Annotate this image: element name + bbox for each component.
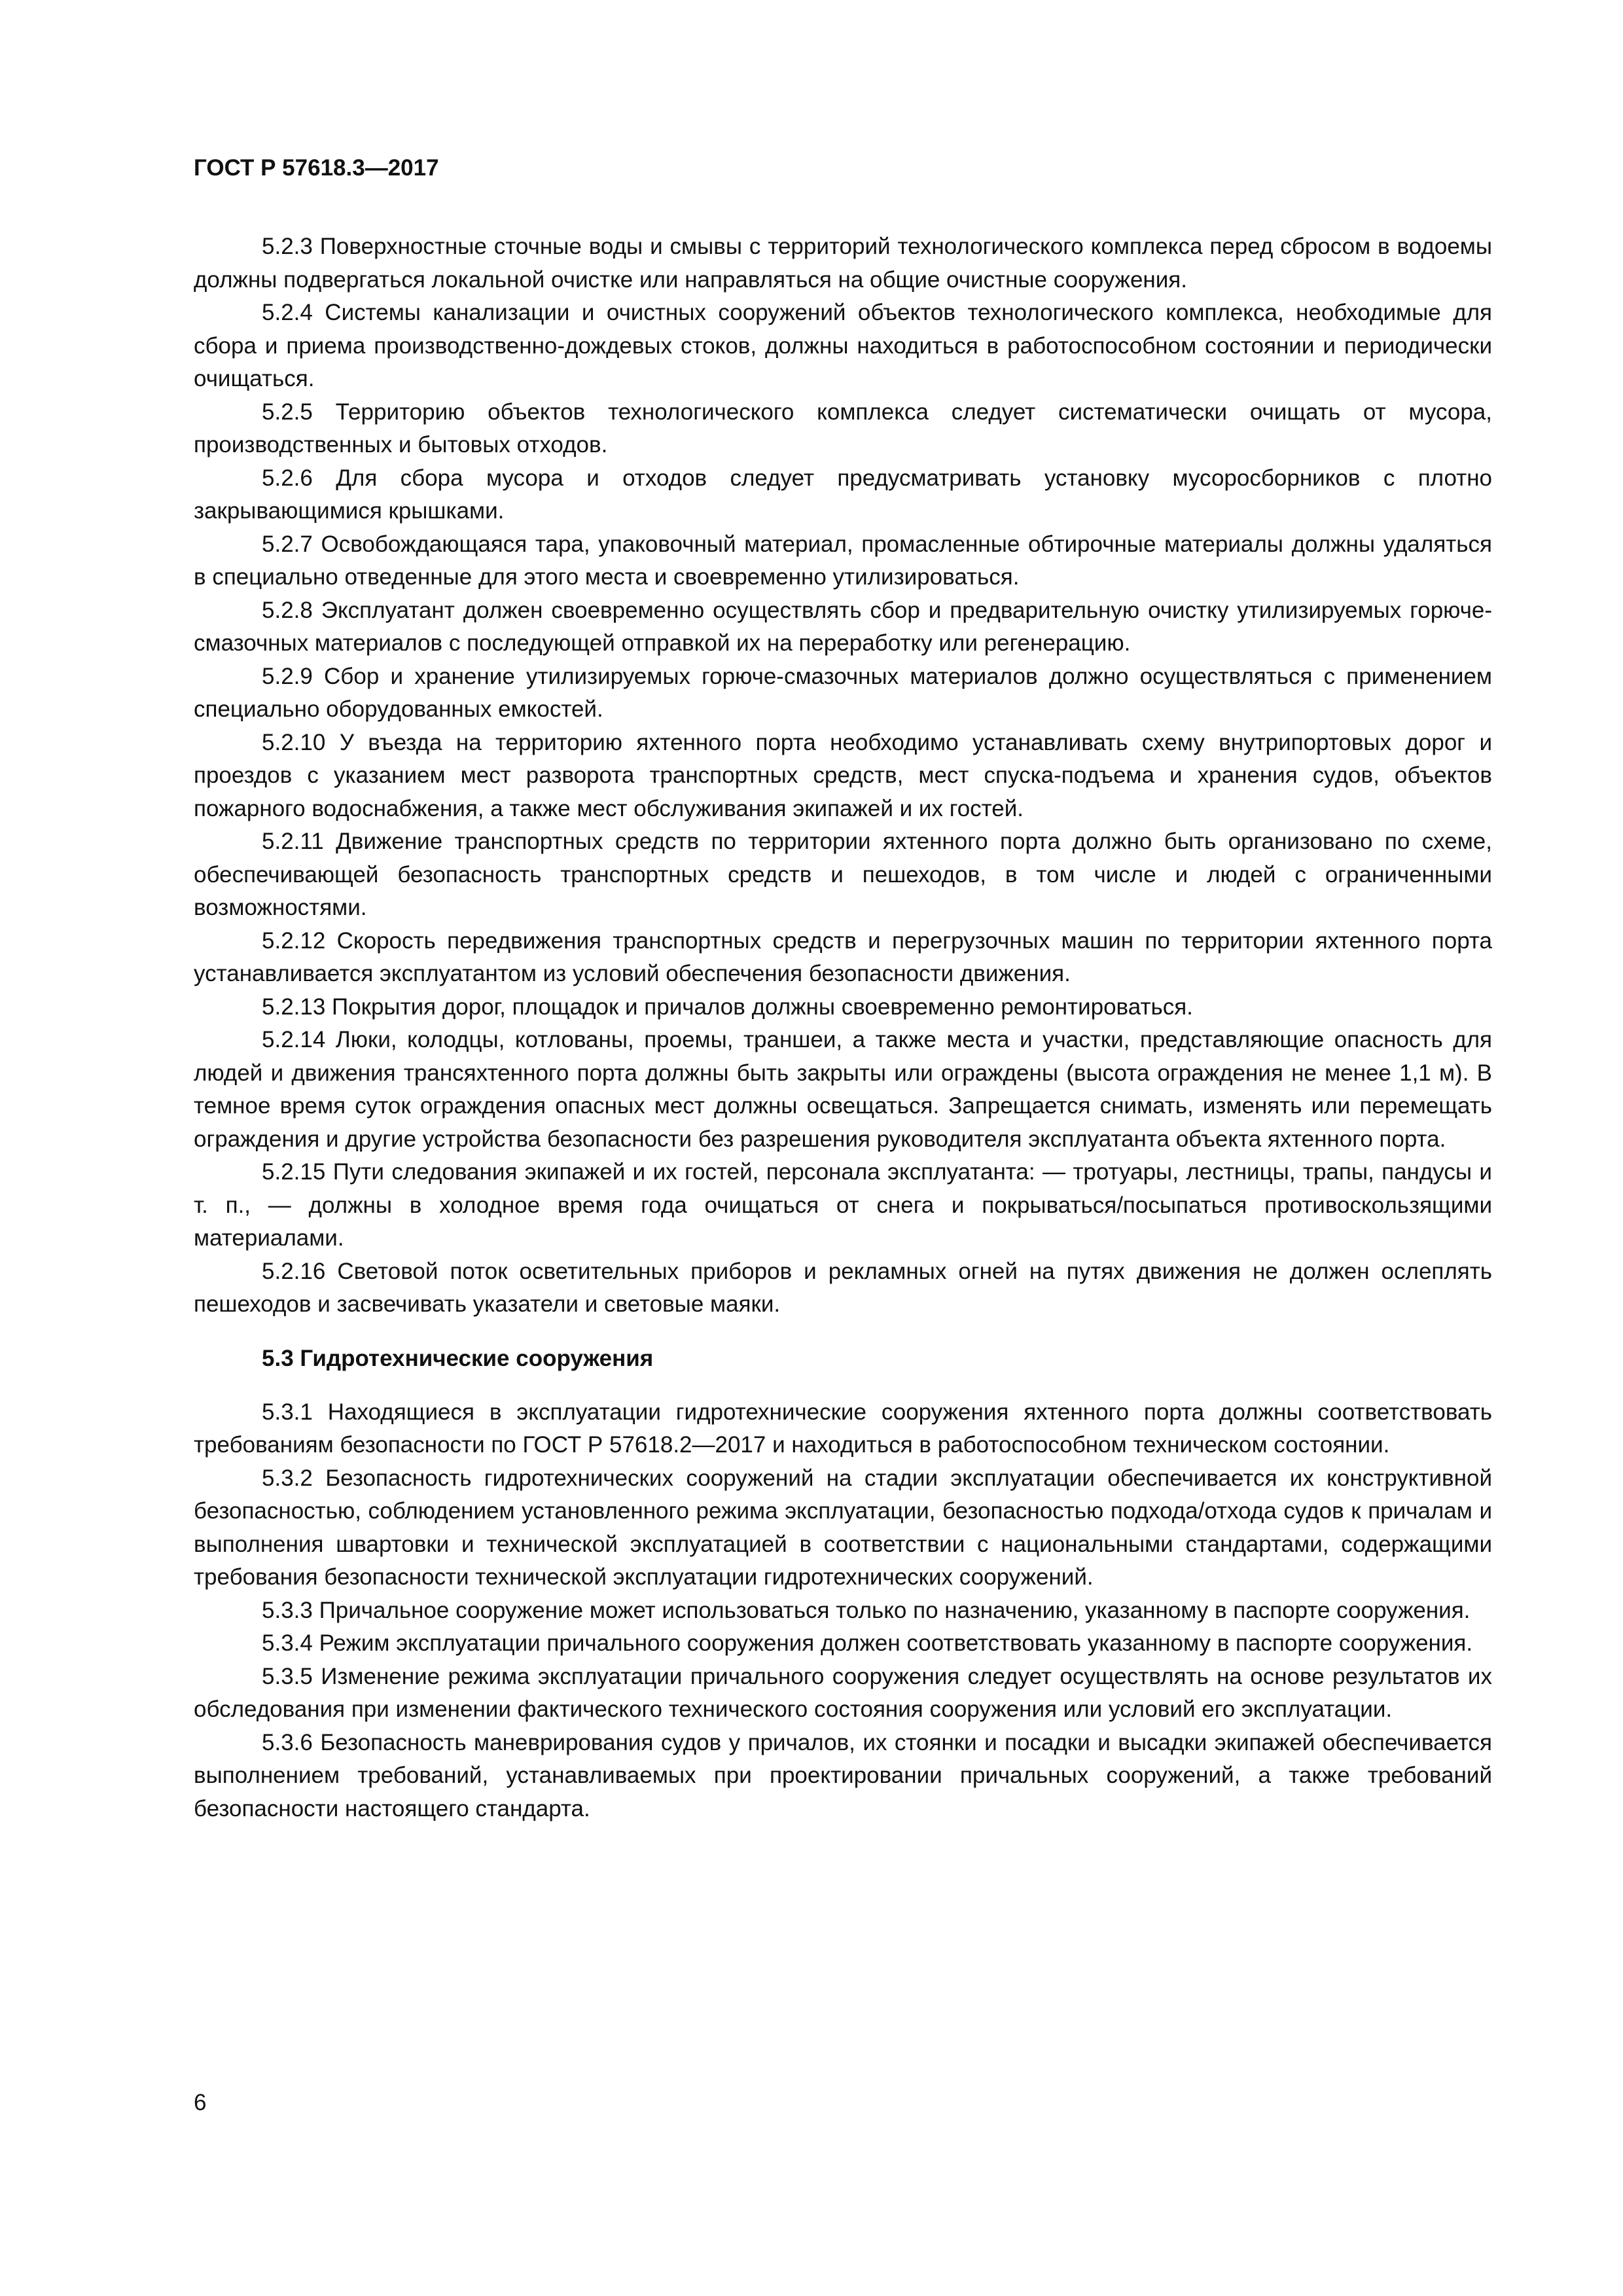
section-5-3-heading: 5.3 Гидротехнические сооружения	[262, 1345, 654, 1371]
paragraph-5-2-14: 5.2.14 Люки, колодцы, котлованы, проемы, траншеи, а также места и участки, представляющие опасность для людей и движения трансяхтенного порта должны быть закрыты или ограждены (высота ограждения не менее 1,1 м). В темное время суток ограждения опасных мест должны освещаться. Запрещается снимать, изменять или перемещать ограждения и другие устройства безопасности без разрешения руководителя эксплуатанта объекта яхтенного порта.	[194, 1027, 1492, 1152]
paragraph-5-2-3: 5.2.3 Поверхностные сточные воды и смывы с территорий технологического комплекса перед сбросом в водоемы должны подвергаться локальной очистке или направляться на общие очистные сооружения.	[194, 234, 1492, 293]
paragraph-5-2-4: 5.2.4 Системы канализации и очистных сооружений объектов технологического комплекса, необходимые для сбора и приема производственно-дождевых стоков, должны находиться в работоспособном состоянии и периодически очищаться.	[194, 300, 1492, 391]
paragraph-5-2-9: 5.2.9 Сбор и хранение утилизируемых горюче-смазочных материалов должно осуществляться с применением специально оборудованных емкостей.	[194, 663, 1492, 722]
paragraph-5-3-3: 5.3.3 Причальное сооружение может использоваться только по назначению, указанному в паспорте сооружения.	[262, 1597, 1471, 1623]
paragraph-5-2-16: 5.2.16 Световой поток осветительных приборов и рекламных огней на путях движения не должен ослеплять пешеходов и засвечивать указатели и световые маяки.	[194, 1258, 1492, 1317]
paragraph-5-2-12: 5.2.12 Скорость передвижения транспортных средств и перегрузочных машин по территории яхтенного порта устанавливается эксплуатантом из условий обеспечения безопасности движения.	[194, 927, 1492, 986]
paragraph-5-3-5: 5.3.5 Изменение режима эксплуатации причального сооружения следует осуществлять на основе результатов их обследования при изменении фактического технического состояния сооружения или условий его эксплуатации.	[194, 1663, 1492, 1722]
paragraph-5-2-10: 5.2.10 У въезда на территорию яхтенного порта необходимо устанавливать схему внутрипортовых дорог и проездов с указанием мест разворота транспортных средств, мест спуска-подъема и хранения судов, объектов пожарного водоснабжения, а также мест обслуживания экипажей и их гостей.	[194, 729, 1492, 821]
paragraph-5-2-7: 5.2.7 Освобождающаяся тара, упаковочный материал, промасленные обтирочные материалы должны удаляться в специально отведенные для этого места и своевременно утилизироваться.	[194, 531, 1492, 590]
page-number: 6	[194, 2090, 207, 2115]
paragraph-5-3-4: 5.3.4 Режим эксплуатации причального сооружения должен соответствовать указанному в паспорте сооружения.	[262, 1630, 1473, 1656]
paragraph-5-2-13: 5.2.13 Покрытия дорог, площадок и причалов должны своевременно ремонтироваться.	[262, 994, 1193, 1020]
paragraph-5-2-6: 5.2.6 Для сбора мусора и отходов следует предусматривать установку мусоросборников с плотно закрывающимися крышками.	[194, 465, 1492, 524]
paragraph-5-3-6: 5.3.6 Безопасность маневрирования судов у причалов, их стоянки и посадки и высадки экипажей обеспечивается выполнением требований, устанавливаемых при проектировании причальных сооружений, а также требований безопасности настоящего стандарта.	[194, 1729, 1492, 1821]
paragraph-5-3-2: 5.3.2 Безопасность гидротехнических сооружений на стадии эксплуатации обеспечивается их конструктивной безопасностью, соблюдением установленного режима эксплуатации, безопасностью подхода/отхода судов к причалам и выполнения швартовки и технической эксплуатацией в соответствии с национальными стандартами, содержащими требования безопасности технической эксплуатации гидротехнических сооружений.	[194, 1465, 1492, 1590]
document-header-title: ГОСТ Р 57618.3—2017	[194, 155, 439, 181]
section-5-2-paragraphs	[194, 230, 1492, 1321]
paragraph-5-2-11: 5.2.11 Движение транспортных средств по территории яхтенного порта должно быть организовано по схеме, обеспечивающей безопасность транспортных средств и пешеходов, в том числе и людей с ограниченными возможностями.	[194, 829, 1492, 920]
document-page	[194, 131, 1492, 1825]
section-5-3-paragraphs	[194, 1396, 1492, 1826]
paragraph-5-3-1: 5.3.1 Находящиеся в эксплуатации гидротехнические сооружения яхтенного порта должны соответствовать требованиям безопасности по ГОСТ Р 57618.2—2017 и находиться в работоспособном техническом состоянии.	[194, 1399, 1492, 1458]
paragraph-5-2-8: 5.2.8 Эксплуатант должен своевременно осуществлять сбор и предварительную очистку утилизируемых горюче-смазочных материалов с последующей отправкой их на переработку или регенерацию.	[194, 597, 1492, 656]
paragraph-5-2-15: 5.2.15 Пути следования экипажей и их гостей, персонала эксплуатанта: — тротуары, лестницы, трапы, пандусы и т. п., — должны в холодное время года очищаться от снега и покрываться/посыпаться противоскользящими материалами.	[194, 1159, 1492, 1251]
paragraph-5-2-5: 5.2.5 Территорию объектов технологического комплекса следует систематически очищать от мусора, производственных и бытовых отходов.	[194, 399, 1492, 457]
